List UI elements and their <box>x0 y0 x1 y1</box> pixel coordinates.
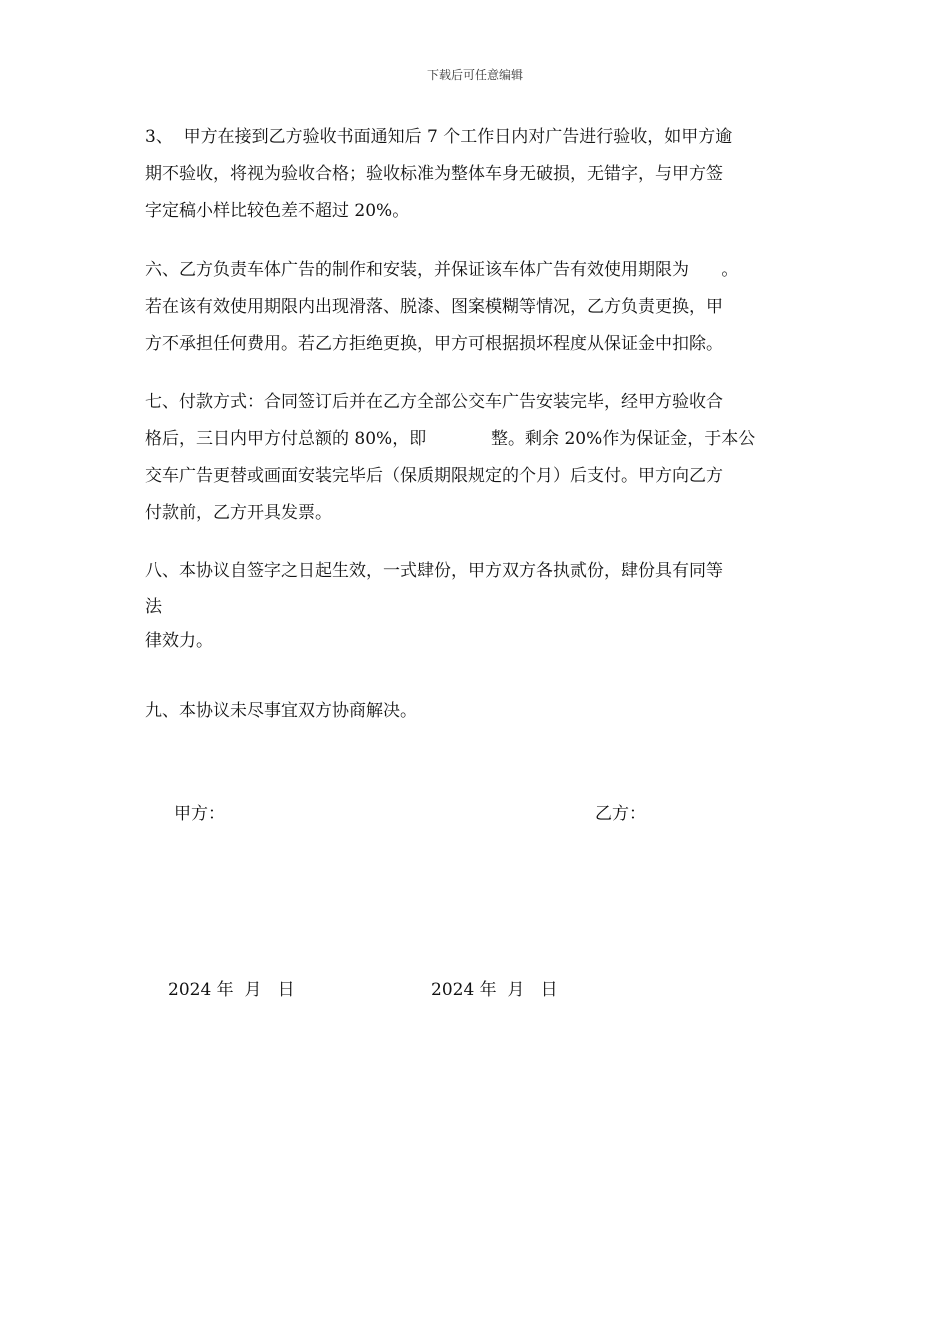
clause-6-line-3: 方不承担任何费用。若乙方拒绝更换，甲方可根据损坏程度从保证金中扣除。 <box>145 334 723 354</box>
clause-6-line-2: 若在该有效使用期限内出现滑落、脱漆、图案模糊等情况，乙方负责更换，甲 <box>145 297 723 317</box>
clause-3-line-1: 3、 甲方在接到乙方验收书面通知后 7 个工作日内对广告进行验收，如甲方逾 <box>145 127 733 147</box>
clause-6-line-1: 六、乙方负责车体广告的制作和安装，并保证该车体广告有效使用期限为 。 <box>145 260 739 280</box>
clause-8-line-1: 八、本协议自签字之日起生效，一式肆份，甲方双方各执贰份，肆份具有同等 <box>145 561 723 581</box>
party-a-label: 甲方： <box>174 804 225 824</box>
party-b-label: 乙方： <box>595 804 646 824</box>
clause-3-line-2: 期不验收，将视为验收合格；验收标准为整体车身无破损，无错字，与甲方签 <box>145 164 723 184</box>
header-note: 下载后可任意编辑 <box>426 68 523 82</box>
clause-9-line-1: 九、本协议未尽事宜双方协商解决。 <box>145 701 417 721</box>
clause-8-line-3: 律效力。 <box>145 631 213 651</box>
clause-7-line-2: 格后，三日内甲方付总额的 80%，即 整。剩余 20%作为保证金，于本公 <box>145 429 756 449</box>
clause-3-line-3: 字定稿小样比较色差不超过 20%。 <box>145 201 410 221</box>
clause-8-line-2: 法 <box>145 597 162 617</box>
clause-7-line-1: 七、付款方式：合同签订后并在乙方全部公交车广告安装完毕，经甲方验收合 <box>145 392 723 412</box>
date-party-a: 2024 年 月 日 <box>168 980 295 1000</box>
clause-7-line-3: 交车广告更替或画面安装完毕后（保质期限规定的个月）后支付。甲方向乙方 <box>145 466 723 486</box>
clause-7-line-4: 付款前，乙方开具发票。 <box>145 503 332 523</box>
date-party-b: 2024 年 月 日 <box>431 980 558 1000</box>
